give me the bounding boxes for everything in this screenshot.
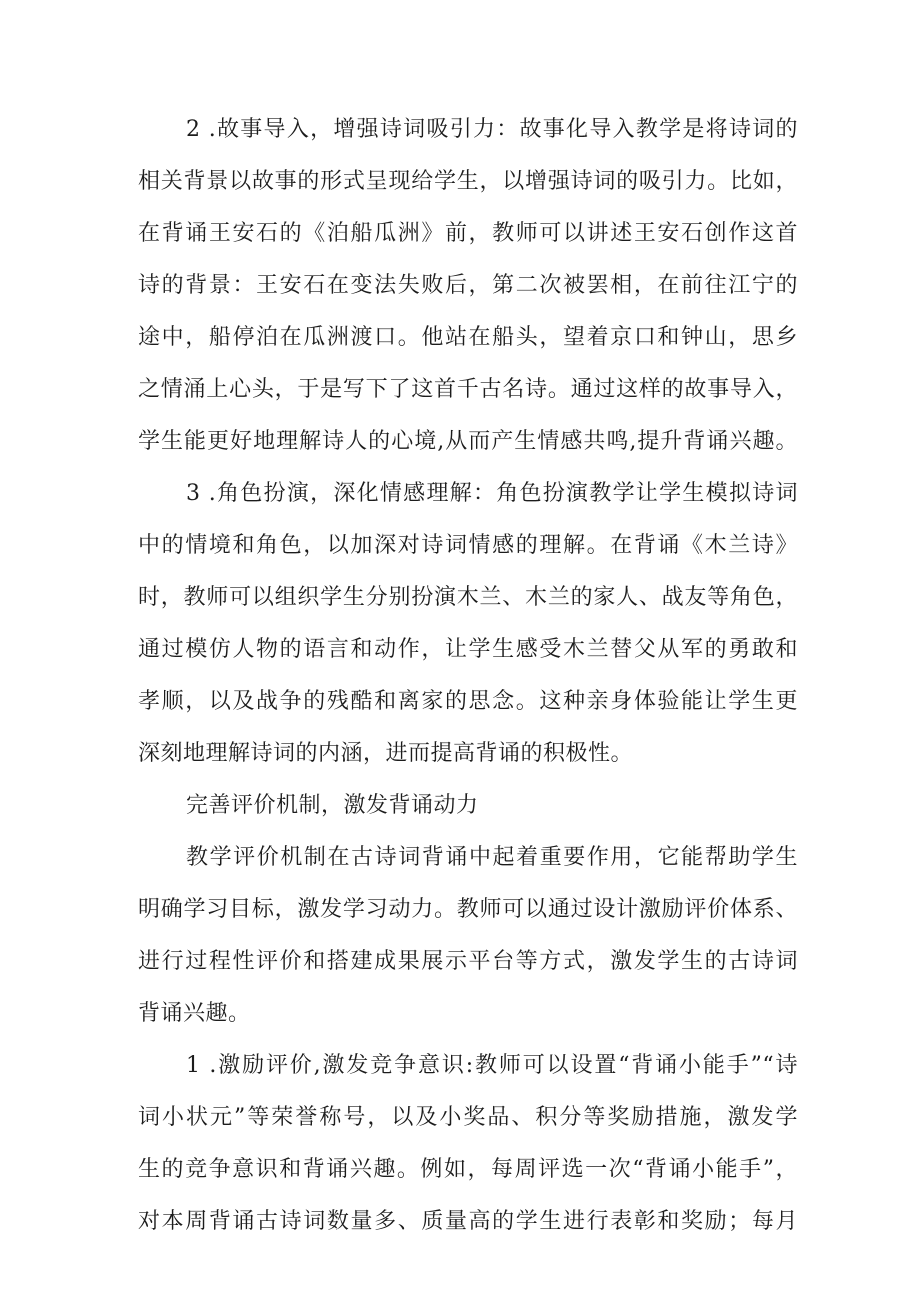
paragraph-role-play-line-6: 深刻地理解诗词的内涵，进而提高背诵的积极性。 bbox=[138, 741, 634, 766]
paragraph-story-intro-line-7: 学生能更好地理解诗人的心境,从而产生情感共鸣,提升背诵兴趣。 bbox=[138, 429, 798, 454]
paragraph-story-intro-line-5: 途中，船停泊在瓜洲渡口。他站在船头，望着京口和钟山，思乡 bbox=[138, 325, 798, 350]
paragraph-incentive-line-1: 1 .激励评价,激发竞争意识:教师可以设置“背诵小能手”“诗 bbox=[186, 1053, 798, 1078]
paragraph-incentive-line-4: 对本周背诵古诗词数量多、质量高的学生进行表彰和奖励；每月 bbox=[138, 1209, 798, 1234]
paragraph-story-intro-line-1: 2 .故事导入，增强诗词吸引力：故事化导入教学是将诗词的 bbox=[186, 117, 798, 142]
paragraph-role-play-line-4: 通过模仿人物的语言和动作，让学生感受木兰替父从军的勇敢和 bbox=[138, 637, 798, 662]
paragraph-evaluation-line-4: 背诵兴趣。 bbox=[138, 1001, 251, 1026]
paragraph-role-play-line-2: 中的情境和角色，以加深对诗词情感的理解。在背诵《木兰诗》 bbox=[138, 533, 798, 558]
paragraph-role-play-line-5: 孝顺，以及战争的残酷和离家的思念。这种亲身体验能让学生更 bbox=[138, 689, 798, 714]
paragraph-role-play-line-1: 3 .角色扮演，深化情感理解：角色扮演教学让学生模拟诗词 bbox=[186, 481, 798, 506]
paragraph-incentive-line-2: 词小状元”等荣誉称号，以及小奖品、积分等奖励措施，激发学 bbox=[138, 1105, 798, 1130]
paragraph-role-play-line-3: 时，教师可以组织学生分别扮演木兰、木兰的家人、战友等角色， bbox=[138, 585, 798, 610]
paragraph-story-intro-line-6: 之情涌上心头，于是写下了这首千古名诗。通过这样的故事导入， bbox=[138, 377, 798, 402]
paragraph-story-intro-line-3: 在背诵王安石的《泊船瓜洲》前，教师可以讲述王安石创作这首 bbox=[138, 221, 798, 246]
paragraph-evaluation-line-2: 明确学习目标，激发学习动力。教师可以通过设计激励评价体系、 bbox=[138, 897, 798, 922]
paragraph-incentive-line-3: 生的竞争意识和背诵兴趣。例如，每周评选一次“背诵小能手”， bbox=[138, 1157, 798, 1182]
paragraph-story-intro-line-2: 相关背景以故事的形式呈现给学生，以增强诗词的吸引力。比如， bbox=[138, 169, 798, 194]
paragraph-story-intro-line-4: 诗的背景：王安石在变法失败后，第二次被罢相，在前往江宁的 bbox=[138, 273, 798, 298]
paragraph-evaluation-line-1: 教学评价机制在古诗词背诵中起着重要作用，它能帮助学生 bbox=[186, 845, 798, 870]
section-heading: 完善评价机制，激发背诵动力 bbox=[186, 793, 479, 818]
paragraph-evaluation-line-3: 进行过程性评价和搭建成果展示平台等方式，激发学生的古诗词 bbox=[138, 949, 798, 974]
